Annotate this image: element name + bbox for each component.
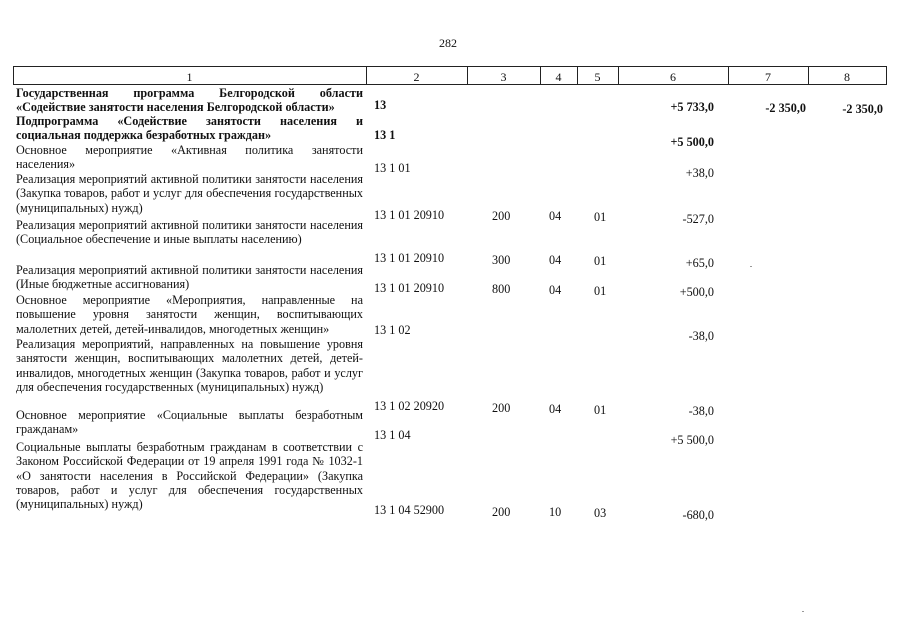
row-code: 13 [374, 98, 387, 112]
row-pr: 01 [594, 403, 607, 417]
header-top-border [13, 66, 887, 67]
page-number: 282 [439, 36, 457, 50]
header-col-1: 1 [186, 70, 193, 84]
row-name: Реализация мероприятий, направленных на повышение уровня занятости женщин, воспитывающих малолетних детей, детей-инвалидов, многодетных женщин (Закупка товаров, работ и услуг для обеспечения государственных (муниципальных) нужд) [16, 337, 363, 394]
row-code: 13 1 01 [374, 161, 411, 175]
header-col-2: 2 [413, 70, 420, 84]
row-code: 13 1 04 52900 [374, 503, 445, 517]
row-vr: 800 [492, 282, 511, 296]
header-col-5: 5 [594, 70, 601, 84]
scan-speck [802, 611, 804, 612]
row-pr: 03 [594, 506, 607, 520]
row-code: 13 1 01 20910 [374, 251, 445, 265]
row-code: 13 1 [374, 128, 396, 142]
row-pr: 01 [594, 210, 607, 224]
row-pr: 01 [594, 254, 607, 268]
row-amount-6: -38,0 [688, 404, 714, 418]
row-code: 13 1 04 [374, 428, 411, 442]
row-amount-7: -2 350,0 [765, 101, 806, 115]
row-amount-6: -680,0 [682, 508, 714, 522]
row-amount-6: +5 500,0 [670, 135, 714, 149]
row-name: Основное мероприятие «Мероприятия, направленные на повышение уровня занятости женщин, воспитывающих малолетних детей, детей-инвалидов, многодетных женщин» [16, 293, 363, 336]
row-rz: 04 [549, 283, 562, 297]
row-vr: 200 [492, 209, 511, 223]
row-rz: 10 [549, 505, 562, 519]
row-vr: 200 [492, 401, 511, 415]
row-amount-8: -2 350,0 [842, 102, 883, 116]
header-col-7: 7 [765, 70, 771, 84]
row-name: Государственная программа Белгородской области «Содействие занятости населения Белгородской области» [16, 86, 363, 115]
row-name: Основное мероприятие «Социальные выплаты безработным гражданам» [16, 408, 363, 437]
scan-speck [750, 266, 752, 267]
row-amount-6: +38,0 [685, 166, 714, 180]
row-rz: 04 [549, 253, 562, 267]
row-rz: 04 [549, 402, 562, 416]
header-col-4: 4 [555, 70, 562, 84]
row-amount-6: +65,0 [685, 256, 714, 270]
row-amount-6: +5 500,0 [670, 433, 714, 447]
row-code: 13 1 01 20910 [374, 281, 445, 295]
header-col-8: 8 [844, 70, 850, 84]
row-vr: 300 [492, 253, 511, 267]
row-amount-6: -527,0 [682, 212, 714, 226]
header-divider [886, 66, 887, 84]
row-pr: 01 [594, 284, 607, 298]
row-vr: 200 [492, 505, 511, 519]
row-amount-6: +5 733,0 [670, 100, 714, 114]
row-name: Подпрограмма «Содействие занятости населения и социальная поддержка безработных граждан» [16, 114, 363, 143]
row-name: Реализация мероприятий активной политики занятости населения (Иные бюджетные ассигнования) [16, 263, 363, 292]
row-name: Реализация мероприятий активной политики занятости населения (Закупка товаров, работ и услуг для обеспечения государственных (муниципальных) нужд) [16, 172, 363, 215]
header-col-3: 3 [500, 70, 507, 84]
header-col-6: 6 [670, 70, 676, 84]
row-code: 13 1 02 [374, 323, 411, 337]
row-rz: 04 [549, 209, 562, 223]
row-code: 13 1 01 20910 [374, 208, 445, 222]
row-amount-6: -38,0 [688, 329, 714, 343]
row-name: Реализация мероприятий активной политики занятости населения (Социальное обеспечение и иные выплаты населению) [16, 218, 363, 247]
row-name: Социальные выплаты безработным гражданам в соответствии с Законом Российской Федерации от 19 апреля 1991 года № 1032-1 «О занятости населения в Российской Федерации» (Закупка товаров, работ и услуг для обеспечения государственных (муниципальных) нужд) [16, 440, 363, 512]
row-code: 13 1 02 20920 [374, 399, 445, 413]
row-name: Основное мероприятие «Активная политика занятости населения» [16, 143, 363, 172]
header-bottom-border [13, 84, 887, 85]
row-amount-6: +500,0 [679, 285, 714, 299]
